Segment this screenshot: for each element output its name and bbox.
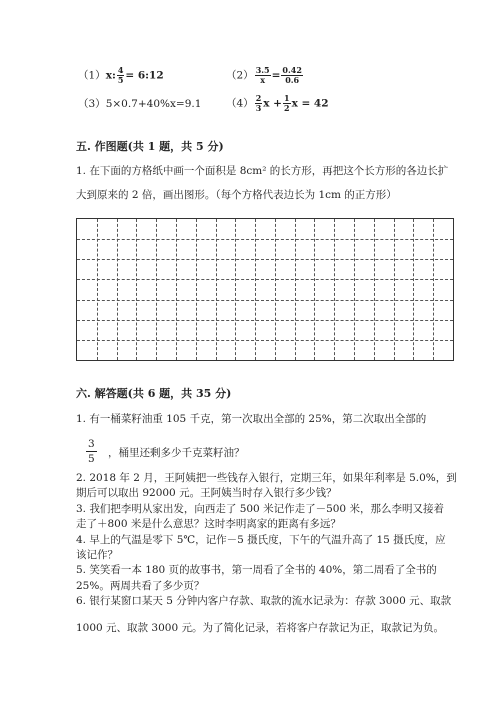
grid-horizontal-line	[77, 259, 453, 260]
equation-1	[78, 66, 164, 85]
section-6-q1-line1: 1. 有一桶菜籽油重 105 千克，第一次取出全部的 25%，第二次取出全部的	[76, 413, 427, 425]
section-6-q6-line2: 1000 元、取款 3000 元。为了简化记录，若将客户存款记为正，取款记为负。	[76, 622, 444, 634]
fraction-denominator: 2	[283, 103, 290, 113]
fraction-numerator: 3	[88, 438, 95, 450]
fraction-denominator: 3	[255, 103, 262, 113]
equation-term: x = 42	[291, 97, 329, 110]
fraction-numerator: 2	[255, 93, 262, 103]
section-6-title: 六. 解答题(共 6 题，共 35 分)	[76, 387, 232, 400]
section-6-q2-line1: 2. 2018 年 2 月，王阿姨把一些钱存入银行，定期三年，如果年利率是 5.0%，到	[76, 472, 457, 484]
equation-3	[78, 96, 201, 111]
grid-vertical-line	[156, 219, 157, 360]
grid-vertical-line	[117, 219, 118, 360]
equation-4	[226, 94, 329, 113]
equation-label: （1）	[78, 69, 106, 82]
grid-vertical-line	[136, 219, 137, 360]
fraction	[255, 94, 263, 113]
grid-horizontal-line	[77, 300, 453, 301]
grid-vertical-line	[97, 219, 98, 360]
section-6-q5-line2: 25%。两周共看了多少页？	[76, 580, 205, 592]
section-5-title: 五. 作图题(共 1 题，共 5 分)	[76, 140, 224, 153]
equation-label: （4）	[226, 97, 254, 110]
fraction	[283, 94, 291, 113]
equation-term: x +	[263, 97, 282, 110]
fraction-numerator: 1	[283, 93, 290, 103]
section-6-q1-fraction	[86, 437, 97, 466]
section-6-q1-line2: ，桶里还剩多少千克菜籽油？	[108, 447, 245, 459]
grid-horizontal-line	[77, 340, 453, 341]
grid-vertical-line	[275, 219, 276, 360]
section-6-q3-line1: 3. 我们把李明从家出发，向西走了 500 米记作走了－500 米，那么李明又接着	[76, 503, 444, 515]
fraction-denominator: 5	[117, 75, 124, 85]
equation-label: （2）	[226, 69, 254, 82]
section-6-q3-line2: 走了＋800 米是什么意思？这时李明离家的距离有多远？	[76, 518, 341, 530]
grid-vertical-line	[394, 219, 395, 360]
equation-rhs: = 6:12	[125, 69, 164, 82]
grid-vertical-line	[196, 219, 197, 360]
fraction	[117, 66, 125, 85]
section-5-q1-line1: 1. 在下面的方格纸中画一个面积是 8cm² 的长方形，再把这个长方形的各边长扩	[76, 165, 449, 177]
grid-vertical-line	[255, 219, 256, 360]
grid-vertical-line	[413, 219, 414, 360]
grid-horizontal-line	[77, 239, 453, 240]
equation-expression: 5×0.7+40%x=9.1	[105, 98, 202, 110]
grid-vertical-line	[216, 219, 217, 360]
grid-vertical-line	[295, 219, 296, 360]
grid-vertical-line	[176, 219, 177, 360]
equation-lhs: x:	[105, 69, 116, 82]
equals-sign: =	[271, 69, 281, 82]
fraction-denominator: 5	[88, 453, 95, 465]
fraction	[255, 66, 271, 85]
drawing-grid[interactable]	[76, 218, 454, 361]
grid-horizontal-line	[77, 320, 453, 321]
fraction	[281, 66, 302, 85]
section-6-q4-line2: 该记作？	[76, 549, 118, 561]
grid-vertical-line	[334, 219, 335, 360]
equation-2	[226, 66, 304, 85]
grid-vertical-line	[354, 219, 355, 360]
grid-vertical-line	[374, 219, 375, 360]
equation-label: （3）	[78, 98, 106, 110]
section-6-q4-line1: 4. 早上的气温是零下 5℃，记作－5 摄氏度，下午的气温升高了 15 摄氏度，应	[76, 534, 446, 546]
fraction-numerator: 0.42	[282, 65, 302, 75]
fraction-numerator: 4	[117, 65, 124, 75]
grid-vertical-line	[433, 219, 434, 360]
fraction-numerator: 3.5	[255, 65, 270, 75]
grid-vertical-line	[235, 219, 236, 360]
section-6-q5-line1: 5. 笑笑看一本 180 页的故事书，第一周看了全书的 40%，第二周看了全书的	[76, 564, 437, 576]
grid-vertical-line	[314, 219, 315, 360]
section-5-q1-line2: 大到原来的 2 倍，画出图形。（每个方格代表边长为 1cm 的正方形）	[76, 189, 397, 201]
grid-horizontal-line	[77, 279, 453, 280]
section-6-q6-line1: 6. 银行某窗口某天 5 分钟内客户存款、取款的流水记录为：存款 3000 元、取款	[76, 595, 452, 607]
fraction-denominator: 0.6	[285, 75, 300, 85]
fraction-denominator: x	[260, 75, 266, 85]
section-6-q2-line2: 期后可以取出 92000 元。王阿姨当时存入银行多少钱？	[76, 487, 337, 499]
